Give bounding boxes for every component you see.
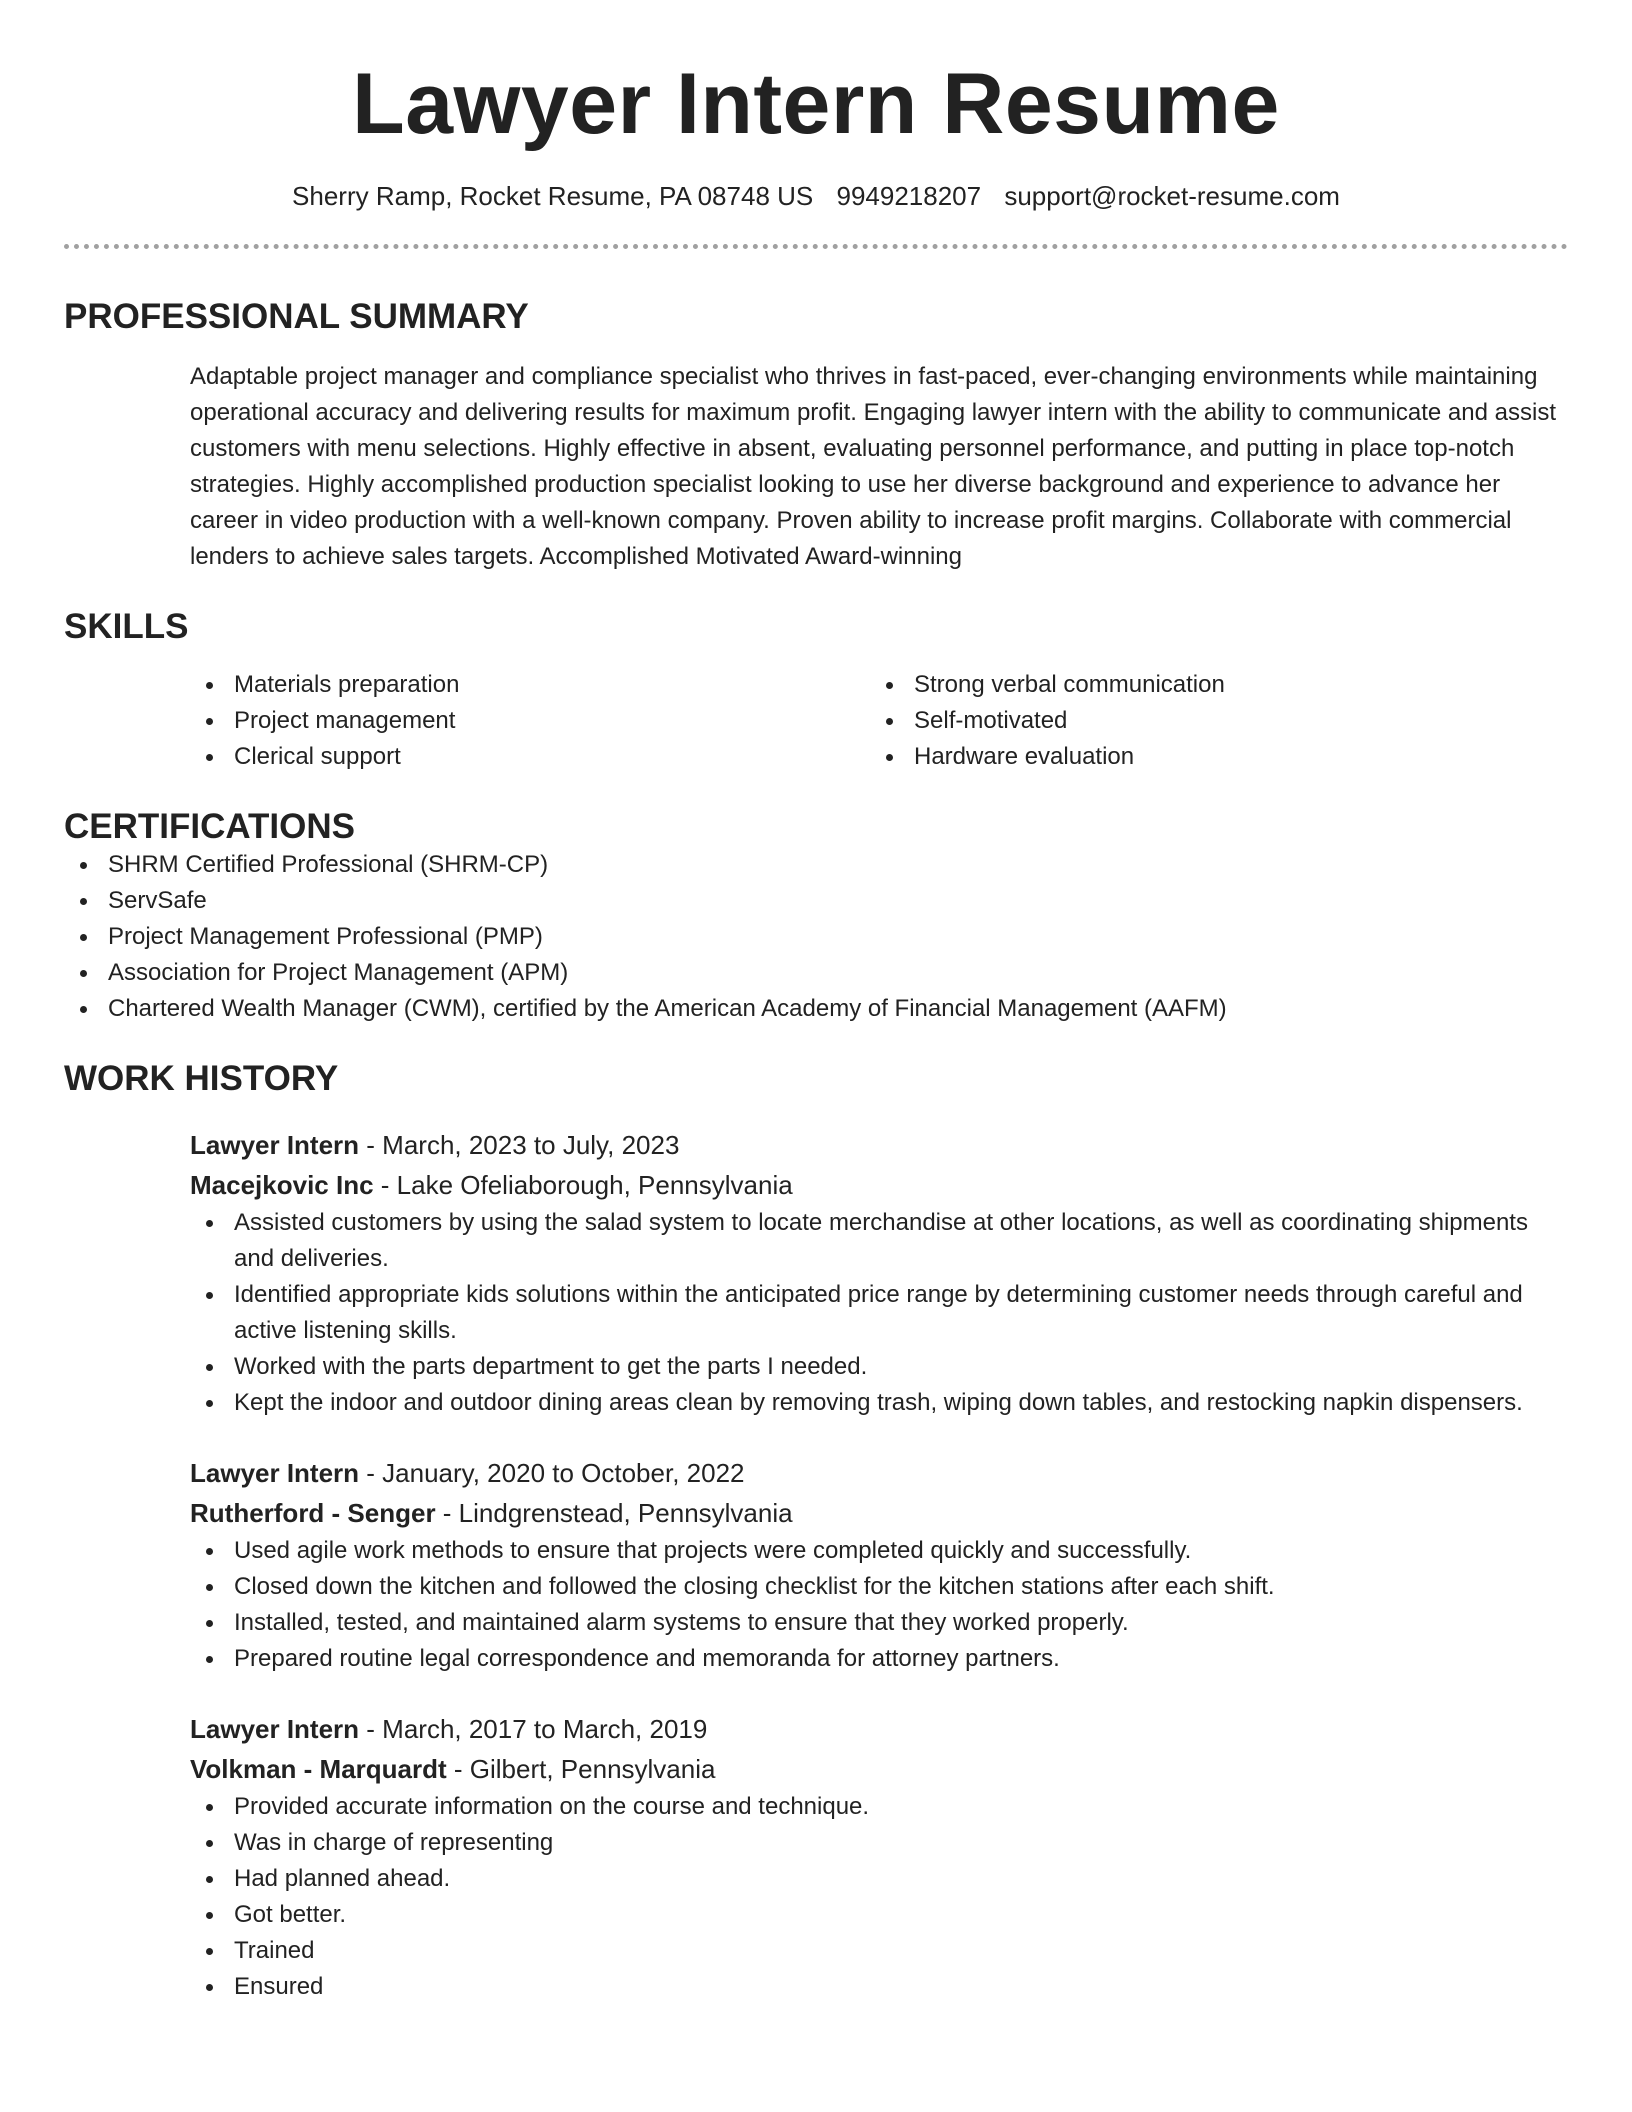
skill-item: Strong verbal communication: [870, 667, 1550, 703]
job-entry: [190, 1125, 1568, 1421]
header-divider: [64, 244, 1568, 249]
certification-item: SHRM Certified Professional (SHRM-CP): [64, 847, 1568, 883]
job-title: Lawyer Intern: [190, 1458, 360, 1488]
contact-email: support@rocket-resume.com: [1004, 181, 1340, 211]
contact-line: [64, 180, 1568, 212]
job-company-line: [190, 1749, 1568, 1789]
certifications-heading: CERTIFICATIONS: [64, 807, 356, 846]
certification-item: ServSafe: [64, 883, 1568, 919]
skill-item: Clerical support: [190, 739, 870, 775]
skill-item: Self-motivated: [870, 703, 1550, 739]
job-duty: Prepared routine legal correspondence and memoranda for attorney partners.: [190, 1641, 1568, 1677]
certification-item: Association for Project Management (APM): [64, 955, 1568, 991]
page-title: Lawyer Intern Resume: [352, 56, 1280, 152]
job-duty: Trained: [190, 1933, 1568, 1969]
job-duty: Identified appropriate kids solutions within the anticipated price range by determining customer needs through careful and active listening skills.: [190, 1277, 1568, 1349]
job-duty: Installed, tested, and maintained alarm systems to ensure that they worked properly.: [190, 1605, 1568, 1641]
job-title: Lawyer Intern: [190, 1714, 360, 1744]
job-dates: - January, 2020 to October, 2022: [359, 1458, 745, 1488]
job-dates: - March, 2023 to July, 2023: [359, 1130, 680, 1160]
job-title-line: [190, 1709, 1568, 1749]
skill-item: Project management: [190, 703, 870, 739]
summary-heading: PROFESSIONAL SUMMARY: [64, 297, 529, 336]
job-entry: [190, 1709, 1568, 2005]
skills-column-left: [190, 667, 870, 775]
job-duty: Ensured: [190, 1969, 1568, 2005]
job-duty: Was in charge of representing: [190, 1825, 1568, 1861]
job-company-line: [190, 1165, 1568, 1205]
job-duty: Provided accurate information on the course and technique.: [190, 1789, 1568, 1825]
job-duties: [190, 1789, 1568, 2005]
job-company: Rutherford - Senger: [190, 1498, 436, 1528]
job-company-line: [190, 1493, 1568, 1533]
certification-item: Chartered Wealth Manager (CWM), certified by the American Academy of Financial Management (AAFM): [64, 991, 1568, 1027]
contact-phone: 9949218207: [836, 181, 982, 211]
work-history-heading: WORK HISTORY: [64, 1059, 339, 1098]
job-dates: - March, 2017 to March, 2019: [359, 1714, 708, 1744]
job-company: Macejkovic Inc: [190, 1170, 374, 1200]
skills-column-right: [870, 667, 1550, 775]
job-duties: [190, 1205, 1568, 1421]
job-location: - Lake Ofeliaborough, Pennsylvania: [373, 1170, 793, 1200]
skills-list: [190, 667, 1568, 775]
skill-item: Hardware evaluation: [870, 739, 1550, 775]
certifications-list: [64, 847, 1568, 1027]
job-title-line: [190, 1125, 1568, 1165]
job-duty: Assisted customers by using the salad system to locate merchandise at other locations, as well as coordinating shipments and deliveries.: [190, 1205, 1568, 1277]
job-location: - Lindgrenstead, Pennsylvania: [435, 1498, 793, 1528]
summary-text: Adaptable project manager and compliance specialist who thrives in fast-paced, ever-changing environments while maintaining operational accuracy and delivering results for maximum profit. Engaging lawyer intern with the ability to communicate and assist customers with menu selections. Highly effective in absent, evaluating personnel performance, and putting in place top-notch strategies. Highly accomplished production specialist looking to use her diverse background and experience to advance her career in video production with a well-known company. Proven ability to increase profit margins. Collaborate with commercial lenders to achieve sales targets. Accomplished Motivated Award-winning: [190, 363, 1556, 570]
job-title: Lawyer Intern: [190, 1130, 360, 1160]
job-location: - Gilbert, Pennsylvania: [446, 1754, 716, 1784]
contact-address: Sherry Ramp, Rocket Resume, PA 08748 US: [292, 181, 814, 211]
certification-item: Project Management Professional (PMP): [64, 919, 1568, 955]
job-duty: Used agile work methods to ensure that projects were completed quickly and successfully.: [190, 1533, 1568, 1569]
job-company: Volkman - Marquardt: [190, 1754, 447, 1784]
job-duty: Closed down the kitchen and followed the closing checklist for the kitchen stations after each shift.: [190, 1569, 1568, 1605]
job-duty: Got better.: [190, 1897, 1568, 1933]
job-duty: Kept the indoor and outdoor dining areas clean by removing trash, wiping down tables, and restocking napkin dispensers.: [190, 1385, 1568, 1421]
job-title-line: [190, 1453, 1568, 1493]
job-entry: [190, 1453, 1568, 1677]
skills-heading: SKILLS: [64, 607, 189, 646]
skill-item: Materials preparation: [190, 667, 870, 703]
job-duties: [190, 1533, 1568, 1677]
job-duty: Worked with the parts department to get the parts I needed.: [190, 1349, 1568, 1385]
job-duty: Had planned ahead.: [190, 1861, 1568, 1897]
